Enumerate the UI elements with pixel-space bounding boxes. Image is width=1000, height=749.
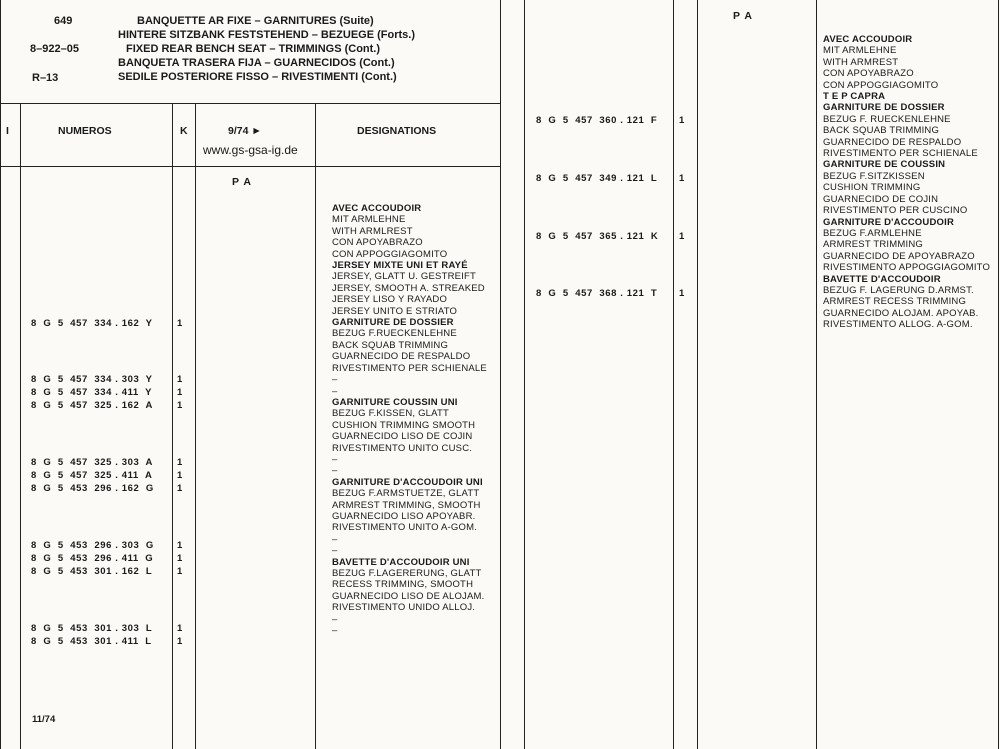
designation-line: –	[332, 613, 338, 625]
designation-line: RIVESTIMENTO UNITO A-GOM.	[332, 522, 478, 534]
designation-heading: GARNITURE COUSSIN UNI	[332, 396, 458, 408]
designation-line: WITH ARMREST	[823, 56, 899, 68]
designation-line: ARMREST RECESS TRIMMING	[823, 296, 967, 308]
right-col-divider-k	[697, 0, 698, 749]
left-designations	[332, 203, 487, 636]
designation-line: GUARNECIDO LISO DE COJIN	[332, 431, 473, 443]
website-link[interactable]: www.gs-gsa-ig.de	[203, 143, 298, 157]
designation-line: RIVESTIMENTO APPOGGIAGOMITO	[823, 262, 991, 274]
designation-line: MIT ARMLEHNE	[823, 45, 897, 57]
right-col-divider-i	[524, 0, 525, 749]
pa-label-left: P A	[232, 176, 252, 188]
designation-heading: GARNITURE D'ACCOUDOIR	[823, 216, 955, 228]
designation-heading: GARNITURE DE COUSSIN	[823, 159, 946, 171]
designation-line: –	[332, 545, 338, 557]
col-divider-numeros	[172, 103, 173, 749]
designation-heading: BAVETTE D'ACCOUDOIR	[823, 273, 941, 285]
designation-line: JERSEY, GLATT U. GESTREIFT	[332, 271, 477, 283]
col-header-date: 9/74 ►	[228, 125, 262, 137]
part-number: 8 G 5 453 301 . 303 L	[31, 623, 153, 634]
part-number: 8 G 5 457 349 . 121 L	[536, 173, 658, 184]
part-number: 8 G 5 457 325 . 411 A	[31, 470, 153, 481]
header-bottom-rule	[0, 103, 500, 104]
designation-line: GUARNECIDO DE RESPALDO	[823, 136, 962, 148]
ref-code: 8–922–05	[30, 43, 79, 55]
pa-label-right: P A	[733, 10, 753, 22]
part-number: 8 G 5 457 325 . 162 A	[31, 400, 153, 411]
title-it: SEDILE POSTERIORE FISSO – RIVESTIMENTI (Cont.)	[118, 71, 397, 83]
col-header-designations: DESIGNATIONS	[357, 125, 437, 137]
designation-line: JERSEY, SMOOTH A. STREAKED	[332, 282, 485, 294]
designation-line: GUARNECIDO DE COJIN	[823, 193, 939, 205]
designation-line: JERSEY UNITO E STRIATO	[332, 305, 458, 317]
footer-date: 11/74	[32, 714, 56, 725]
designation-line: BEZUG F.ARMSTUETZE, GLATT	[332, 488, 480, 500]
page-number: 649	[54, 15, 73, 27]
part-number: 8 G 5 457 334 . 411 Y	[31, 387, 153, 398]
part-number: 8 G 5 453 301 . 162 L	[31, 566, 153, 577]
right-designations	[823, 34, 990, 331]
designation-heading: GARNITURE DE DOSSIER	[823, 102, 945, 114]
designation-line: CON APOYABRAZO	[332, 237, 423, 249]
part-number: 8 G 5 457 360 . 121 F	[536, 115, 658, 126]
designation-line: RIVESTIMENTO UNIDO ALLOJ.	[332, 602, 476, 614]
designation-line: BEZUG F. LAGERUNG D.ARMST.	[823, 284, 974, 296]
designation-line: BEZUG F.ARMLEHNE	[823, 227, 922, 239]
designation-line: RIVESTIMENTO PER SCHIENALE	[332, 362, 487, 374]
quantity: 1	[177, 457, 183, 468]
left-border	[0, 0, 1, 749]
part-number: 8 G 5 457 365 . 121 K	[536, 231, 659, 242]
part-number: 8 G 5 457 334 . 162 Y	[31, 318, 153, 329]
title-es: BANQUETA TRASERA FIJA – GUARNECIDOS (Cont.)	[118, 57, 395, 69]
col-divider-k	[195, 103, 196, 749]
designation-line: RIVESTIMENTO UNITO CUSC.	[332, 442, 473, 454]
part-number: 8 G 5 457 334 . 303 Y	[31, 374, 153, 385]
designation-line: ARMREST TRIMMING	[823, 239, 923, 251]
designation-line: CON APPOGGIAGOMITO	[332, 248, 448, 260]
designation-line: GUARNECIDO LISO DE ALOJAM.	[332, 590, 485, 602]
designation-heading: AVEC ACCOUDOIR	[332, 203, 422, 214]
designation-line: –	[332, 374, 338, 386]
quantity: 1	[177, 483, 183, 494]
designation-line: BEZUG F.KISSEN, GLATT	[332, 408, 449, 420]
right-col-divider-date	[816, 0, 817, 749]
designation-line: –	[332, 385, 338, 397]
designation-heading: AVEC ACCOUDOIR	[823, 34, 913, 45]
designation-heading: GARNITURE DE DOSSIER	[332, 317, 454, 329]
col-header-k: K	[180, 125, 188, 137]
quantity: 1	[177, 540, 183, 551]
quantity: 1	[679, 115, 685, 126]
designation-line: GUARNECIDO DE RESPALDO	[332, 351, 471, 363]
designation-line: –	[332, 625, 338, 637]
part-number: 8 G 5 453 296 . 162 G	[31, 483, 154, 494]
col-divider-designations	[500, 0, 501, 749]
designation-line: CUSHION TRIMMING SMOOTH	[332, 419, 476, 431]
quantity: 1	[679, 173, 685, 184]
designation-line: CUSHION TRIMMING	[823, 182, 921, 194]
column-header-rule	[0, 166, 500, 167]
designation-line: GUARNECIDO DE APOYABRAZO	[823, 250, 975, 262]
designation-line: BEZUG F.LAGERERUNG, GLATT	[332, 568, 482, 579]
quantity: 1	[679, 288, 685, 299]
designation-line: –	[332, 533, 338, 545]
right-border	[998, 0, 999, 749]
designation-line: –	[332, 465, 338, 477]
right-col-divider-numeros	[673, 0, 674, 749]
designation-heading: JERSEY MIXTE UNI ET RAYÉ	[332, 260, 468, 272]
designation-line: RIVESTIMENTO PER CUSCINO	[823, 205, 968, 217]
page-ref: R–13	[32, 72, 59, 84]
part-number: 8 G 5 457 325 . 303 A	[31, 457, 153, 468]
designation-line: JERSEY LISO Y RAYADO	[332, 294, 448, 306]
designation-line: BACK SQUAB TRIMMING	[332, 339, 449, 351]
quantity: 1	[177, 470, 183, 481]
designation-line: BEZUG F.SITZKISSEN	[823, 170, 925, 182]
col-header-numeros: NUMEROS	[58, 125, 112, 137]
designation-line: RIVESTIMENTO PER SCHIENALE	[823, 148, 978, 160]
part-number: 8 G 5 453 301 . 411 L	[31, 636, 152, 647]
designation-line: BEZUG F. RUECKENLEHNE	[823, 113, 951, 125]
quantity: 1	[177, 318, 183, 329]
col-divider-i	[20, 103, 21, 749]
designation-line: CON APPOGGIAGOMITO	[823, 79, 939, 91]
designation-line: ARMREST TRIMMING, SMOOTH	[332, 499, 481, 511]
designation-line: RECESS TRIMMING, SMOOTH	[332, 579, 474, 591]
designation-heading: GARNITURE D'ACCOUDOIR UNI	[332, 476, 483, 488]
designation-heading: T E P CAPRA	[823, 91, 886, 103]
part-number: 8 G 5 453 296 . 303 G	[31, 540, 154, 551]
quantity: 1	[177, 553, 183, 564]
quantity: 1	[177, 636, 183, 647]
designation-line: GUARNECIDO LISO APOYABR.	[332, 510, 476, 522]
quantity: 1	[177, 623, 183, 634]
part-number: 8 G 5 453 296 . 411 G	[31, 553, 154, 564]
designation-line: BACK SQUAB TRIMMING	[823, 125, 940, 137]
designation-line: CON APOYABRAZO	[823, 68, 914, 80]
designation-line: GUARNECIDO ALOJAM. APOYAB.	[823, 307, 979, 319]
quantity: 1	[177, 400, 183, 411]
quantity: 1	[177, 387, 183, 398]
part-number: 8 G 5 457 368 . 121 T	[536, 288, 658, 299]
quantity: 1	[177, 374, 183, 385]
designation-line: –	[332, 453, 338, 465]
title-de: HINTERE SITZBANK FESTSTEHEND – BEZUEGE (Forts.)	[118, 29, 416, 41]
title-fr: BANQUETTE AR FIXE – GARNITURES (Suite)	[137, 15, 374, 27]
col-header-i: I	[6, 125, 9, 137]
designation-line: RIVESTIMENTO ALLOG. A-GOM.	[823, 319, 973, 331]
designation-heading: BAVETTE D'ACCOUDOIR UNI	[332, 556, 470, 568]
designation-line: MIT ARMLEHNE	[332, 214, 406, 226]
quantity: 1	[177, 566, 183, 577]
quantity: 1	[679, 231, 685, 242]
col-divider-date	[315, 103, 316, 749]
designation-line: WITH ARMLREST	[332, 225, 413, 237]
designation-line: BEZUG F.RUECKENLEHNE	[332, 328, 457, 340]
title-en: FIXED REAR BENCH SEAT – TRIMMINGS (Cont.)	[126, 43, 381, 55]
